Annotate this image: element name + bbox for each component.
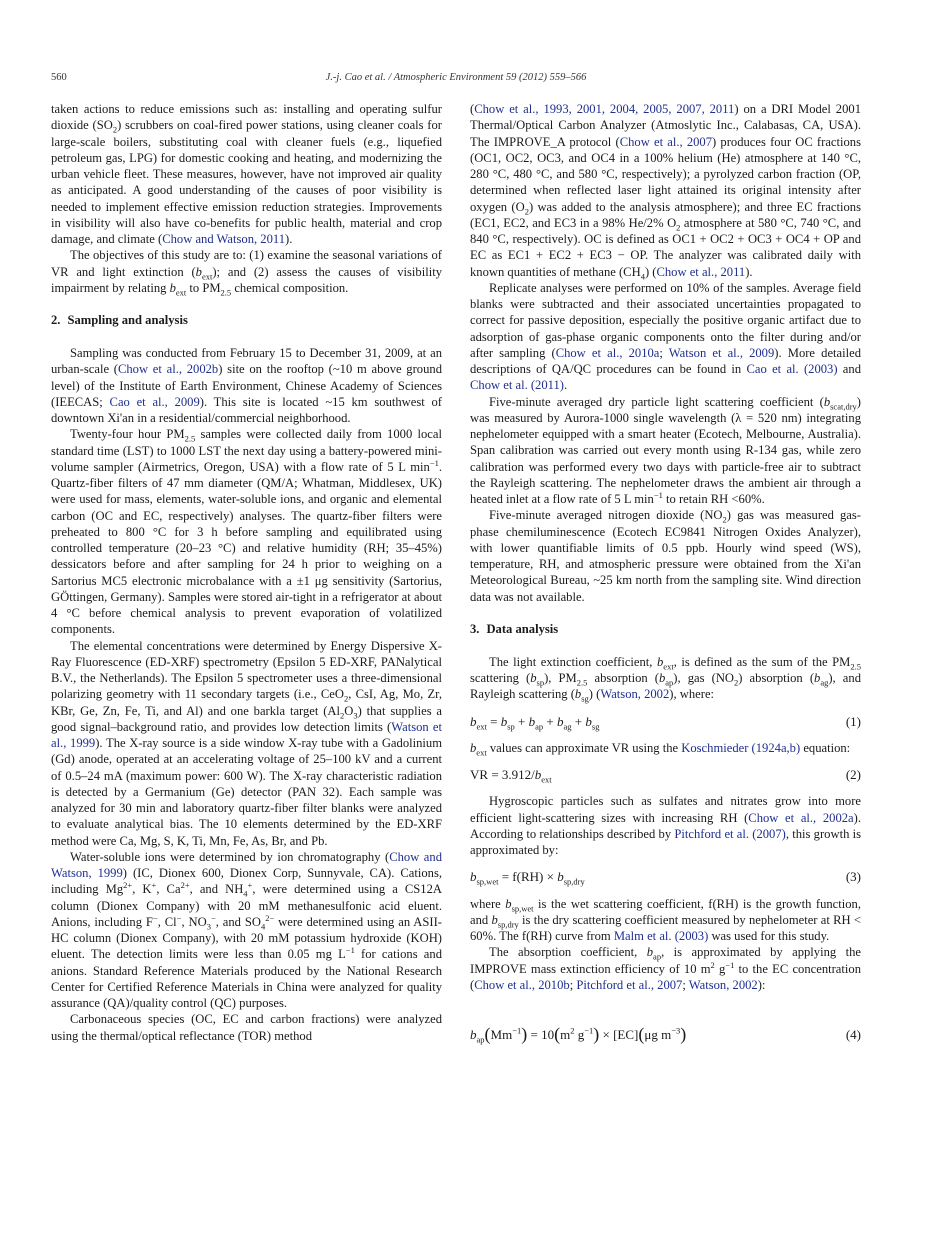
paragraph: (Chow et al., 1993, 2001, 2004, 2005, 2007, 2011) on a DRI Model 2001 Thermal/Optical Carbon Analyzer (Atmoslytic Inc., Calabasas, CA, USA). The IMPROVE_A protocol (Chow et al., 2007) produces four OC fractions (OC1, OC2, OC3, and OC4 in a 100% helium (He) atmosphere at 140 °C, 280 °C, 480 °C, and 580 °C, respectively); a pyrolyzed carbon fraction (OP, determined when reflected laser light attained its original intensity after oxygen $(O_2)$ was added to the analysis atmosphere); and three EC fractions (EC1, EC2, and EC3 in a 98% He/2% $O_2$ atmosphere at 580 °C, 740 °C, and 840 °C, respectively). OC is defined as OC1 + OC2 + OC3 + OC4 + OP and EC as EC1 + EC2 + EC3 − OP. The analyzer was calibrated daily with known quantities of methane $(CH_4)$ (Chow et al., 2011). [470, 102, 862, 282]
citation-link[interactable]: Watson, 2002 [688, 977, 758, 992]
left-column [51, 101, 442, 1044]
equation-number: (2) [845, 767, 861, 782]
citation-link[interactable]: Pitchford et al. (2007) [674, 826, 786, 841]
equation-4: $b_{ap}(Mm^{-1}) = 10(m^2$ $g^{-1}) \times [EC](\mu g$ $m^{-3}$) (4) [470, 1024, 861, 1045]
citation-link[interactable]: Chow et al., 2002a [748, 810, 854, 825]
equation-number: (1) [845, 713, 861, 729]
citation-link[interactable]: Watson, 2002 [600, 687, 670, 702]
paragraph: Twenty-four hour $PM_{2.5}$ samples were collected daily from 1000 local standard time (LST) to 1000 LST the next day using a battery-powered mini-volume sampler (Airmetrics, Oregon, USA) with a flow rate of 5 L $\min^{-1}$. Quartz-fiber filters of 47 mm diameter (QM/A; Whatman, Middlesex, UK) were used for mass, elements, water-soluble ions, and organic and elemental carbon (OC and EC, respectively) analyses. The quartz-fiber filters were preheated to 800 °C for 3 h before sampling and equilibrated using controlled temperature (20–23 °C) and relative humidity (RH; 35–45%) dessicators before and after sampling for 24 h prior to weighing on a Sartorius MC5 electronic microbalance with a ±1 μg sensitivity (Sartorius, GÖttingen, Germany). Samples were stored air-tight in a refrigerator at about 4 °C before chemical analysis to prevent evaporation of volatilized components. [51, 427, 442, 637]
right-column [470, 101, 861, 1053]
citation-link[interactable]: Koschmieder (1924a,b) [681, 740, 801, 755]
paragraph: The light extinction coefficient, $b_{ext}$, is defined as the sum of the $PM_{2.5}$ scattering $(b_{sp})$, $PM_{2.5}$ absorption $(b_{ap})$, gas $(NO_2)$ absorption $(b_{ag})$, and Rayleigh scattering $(b_{sg})$ (Watson, 2002), where: [470, 654, 861, 704]
citation-link[interactable]: Chow et al., 1993, 2001, 2004, 2005, 2007, 2011 [474, 102, 735, 116]
citation-link[interactable]: Chow et al. (2011) [470, 378, 564, 393]
paragraph: taken actions to reduce emissions such as: installing and operating sulfur dioxide $(SO_2)$ scrubbers on coal-fired power stations, using cleaner coals for large-scale boilers, substituting coal with cleaner fuels (e.g., liquefied petroleum gas, LPG) for domestic cooking and heating, and modernizing the urban vehicle fleet. These measures, however, have not improved air quality as anticipated. A good understanding of the causes of poor visibility is needed to implement effective emission reduction strategies. Improvements in visibility will also have co-benefits for public health, material and crop damage, and climate (Chow and Watson, 2011). [51, 102, 442, 246]
equation-2: VR = $3.912/b_{ext}$ (2) [470, 767, 861, 785]
equation-1: $b_{ext} = b_{sp} + b_{ap} + b_{ag} + b_{sg}$ (1) [470, 713, 861, 732]
citation-link[interactable]: Pitchford et al., 2007 [576, 977, 683, 992]
citation-link[interactable]: Chow et al., 2002b [117, 362, 219, 377]
paragraph: Replicate analyses were performed on 10% of the samples. Average field blanks were subtracted and their associated uncertainties propagated to correct for passive deposition, especially the positive organic artifact due to adsorption of gas-phase organic components onto the filter during and/or after sampling (Chow et al., 2010a; Watson et al., 2009). More detailed descriptions of QA/QC procedures can be found in Cao et al. (2003) and Chow et al. (2011). [470, 280, 862, 393]
citation-link[interactable]: Chow et al., 2010a [555, 345, 660, 360]
paragraph: Carbonaceous species (OC, EC and carbon fractions) were analyzed using the thermal/optical reflectance (TOR) method [51, 1012, 442, 1043]
citation-link[interactable]: Watson et al., 2009 [668, 345, 775, 360]
paragraph: $b_{ext}$ values can approximate VR using the Koschmieder (1924a,b) equation: [470, 740, 851, 758]
citation-link[interactable]: Cao et al., 2009 [109, 394, 200, 409]
equation-3: $b_{sp,wet} = f(RH) \times b_{sp,dry}$ (3) [470, 869, 861, 887]
citation-link[interactable]: Chow et al., 2011 [656, 264, 746, 279]
citation-link[interactable]: Cao et al. (2003) [746, 362, 838, 376]
paragraph: Hygroscopic particles such as sulfates and nitrates grow into more efficient light-scattering sizes with increasing RH (Chow et al., 2002a). According to relationships described by Pitchford et al. (2007), this growth is approximated by: [470, 794, 861, 857]
page-number: 560 [51, 72, 67, 83]
paragraph: The objectives of this study are to: (1) examine the seasonal variations of VR and light extinction $(b_{ext})$; and (2) assess the causes of visibility impairment by relating $b_{ext}$ to $PM_{2.5}$ chemical composition. [51, 248, 442, 298]
equation-number: (3) [845, 869, 861, 885]
paragraph: Sampling was conducted from February 15 to December 31, 2009, at an urban-scale (Chow et al., 2002b) site on the rooftop (~10 m above ground level) of the Institute of Earth Environment, Chinese Academy of Sciences (IEECAS; Cao et al., 2009). This site is located ~15 km southwest of downtown Xi'an in a residential/commercial neighborhood. [51, 346, 442, 425]
section-heading: 3. Data analysis [470, 621, 559, 636]
paragraph: Five-minute averaged dry particle light scattering coefficient $(b_{scat,dry})$ was measured by Aurora-1000 single wavelength (λ = 520 nm) integrating nephelometer equipped with a smart heater (Ecotech, Melbourne, Australia). Span calibration was carried out every month using R-134 gas, while zero calibration was performed every two days with particle-free air to subtract the Rayleigh scattering. The nephelometer draws the ambient air through a heated inlet at a flow rate of 5 L $\min^{-1}$ to retain RH <60%. [470, 394, 861, 506]
paragraph: Water-soluble ions were determined by ion chromatography (Chow and Watson, 1999) (IC, Dionex 600, Dionex Corp, Sunnyvale, CA). Cations, including $Mg^{2+}$, K+, $Ca^{2+}$, and $NH_4^+$, were determined using a CS12A column (Dionex Company) with 20 mM methanesulfonic acid eluent. Anions, including F−, Cl−, $NO_3^-$, and $SO_4^{2-}$ were determined using an ASII-HC column (Dionex Company), with 20 mM potassium hydroxide (KOH) eluent. The detection limits were less than 0.05 mg $L^{-1}$ for cations and anions. Standard Reference Materials produced by the National Research Center for Certified Reference Materials in China were analyzed for quality assurance (QA)/quality control (QC) purposes. [51, 849, 443, 1010]
page-header [51, 72, 861, 88]
citation-link[interactable]: Chow and Watson, 1999 [51, 849, 442, 880]
paragraph: The absorption coefficient, $b_{ap}$, is approximated by applying the IMPROVE mass extinction efficiency of 10 $m^2$ $g^{-1}$ to the EC concentration (Chow et al., 2010b; Pitchford et al., 2007; Watson, 2002): [470, 945, 861, 992]
citation-link[interactable]: Watson et al., 1999 [51, 719, 443, 750]
paragraph: where $b_{sp,wet}$ is the wet scattering coefficient, f(RH) is the growth function, and $b_{sp,dry}$ is the dry scattering coefficient measured by nephelometer at RH < 60%. The f(RH) curve from Malm et al. (2003) was used for this study. [470, 896, 861, 943]
paragraph: The elemental concentrations were determined by Energy Dispersive X-Ray Fluorescence (ED-XRF) spectrometry (Epsilon 5 ED-XRF, PANalytical B.V., the Netherlands). The Epsilon 5 spectrometer uses a three-dimensional polarizing geometry with 11 secondary targets (i.e., CeO$_2$, CsI, Ag, Mo, Zr, KBr, Ge, Zn, Fe, Ti, and Al) and one barkla target $(Al_2O_3)$ that supplies a good signal–background ratio, and provides low detection limits (Watson et al., 1999). The X-ray source is a side window X-ray tube with a Gadolinium (Gd) anode, operated at an accelerating voltage of 25–100 kV and a current of 0.5–24 mA (maximum power: 600 W). The X-ray characteristic radiation is detected by a Germanium (Ge) detector (PAN 32). Each sample was analyzed for 30 min and laboratory quartz-fiber filter blanks were analyzed to evaluate analytical bias. The 10 elements determined by the ED-XRF method were Ca, Mg, S, K, Ti, Mn, Fe, As, Br, and Pb. [51, 638, 443, 848]
citation-link[interactable]: Chow and Watson, 2011 [162, 232, 286, 246]
citation-link[interactable]: Chow et al., 2007 [619, 134, 713, 149]
citation-link[interactable]: Malm et al. (2003) [613, 929, 709, 943]
equation-number: (4) [845, 1027, 861, 1042]
citation-link[interactable]: Chow et al., 2010b [474, 977, 570, 992]
section-heading: 2. Sampling and analysis [51, 313, 188, 327]
paragraph: Five-minute averaged nitrogen dioxide $(NO_2)$ gas was measured gas-phase chemiluminescence (Ecotech EC9841 Nitrogen Oxides Analyzer), with lower quantifiable limits of 0.5 ppb. Hourly wind speed (WS), temperature, RH, and atmospheric pressure were obtained from the Xi'an Meteorological Bureau, ~25 km north from the sampling site. Wind direction data was not available. [470, 508, 861, 604]
running-title: J.-j. Cao et al. / Atmospheric Environment 59 (2012) 559–566 [325, 72, 587, 83]
